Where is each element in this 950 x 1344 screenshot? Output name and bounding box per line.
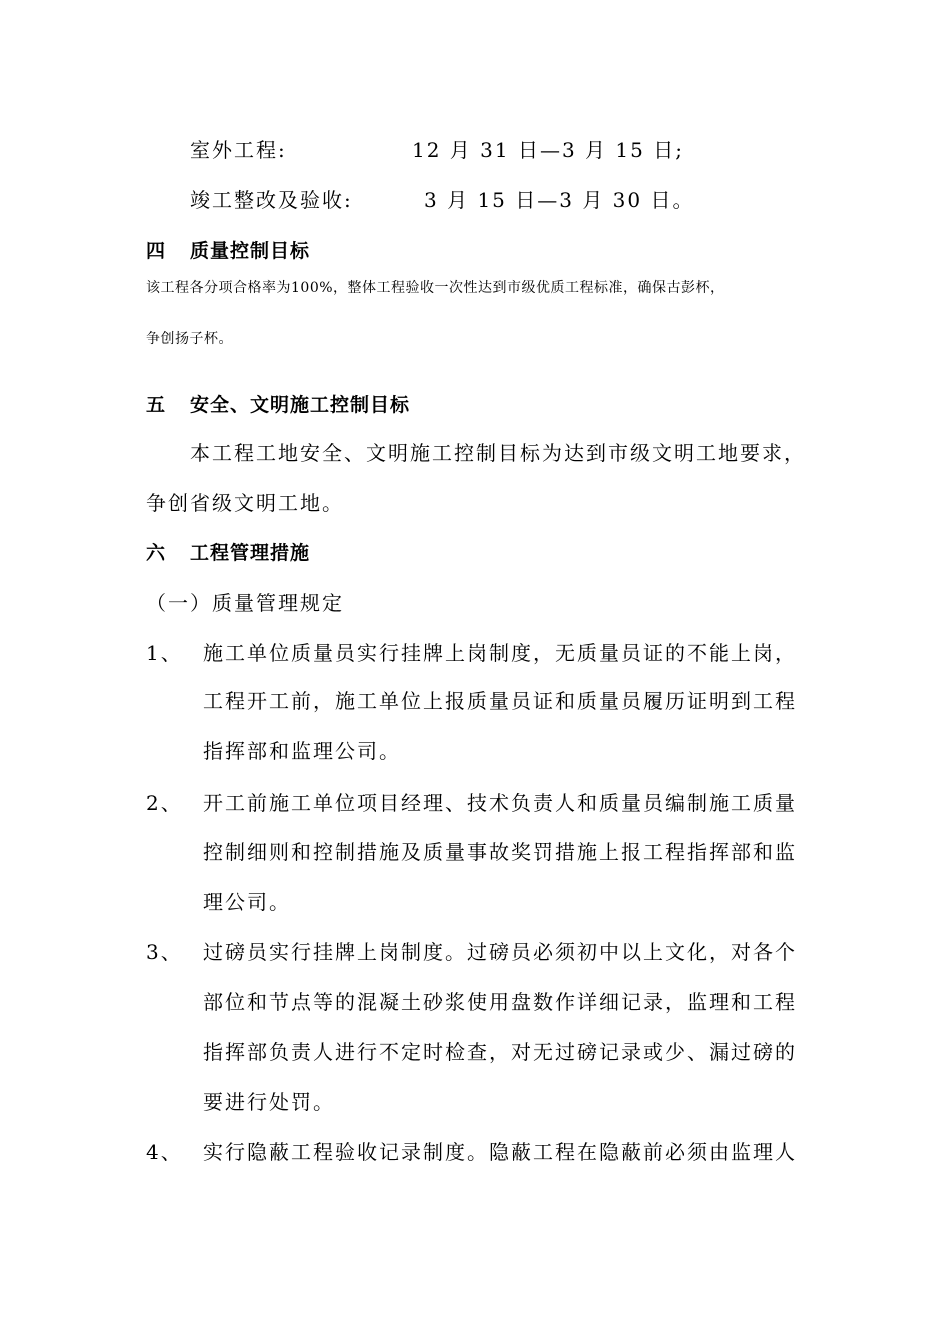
list-item-number: 2、 <box>146 791 183 815</box>
schedule-dates <box>412 138 684 162</box>
list-item-line: 实行隐蔽工程验收记录制度。隐蔽工程在隐蔽前必须由监理人 <box>203 1140 797 1164</box>
list-item-line: 部位和节点等的混凝土砂浆使用盘数作详细记录，监理和工程 <box>203 990 797 1014</box>
section-heading <box>146 239 310 263</box>
body-text-line: 本工程工地安全、文明施工控制目标为达到市级文明工地要求， <box>190 441 806 465</box>
schedule-label: 竣工整改及验收: <box>190 188 353 212</box>
section-heading <box>146 541 310 565</box>
list-item-line: 指挥部和监理公司。 <box>203 739 401 763</box>
list-item-line: 指挥部负责人进行不定时检查，对无过磅记录或少、漏过磅的 <box>203 1040 797 1064</box>
body-text-line: 争创扬子杯。 <box>146 331 233 347</box>
body-text-line: 该工程各分项合格率为100%，整体工程验收一次性达到市级优质工程标准，确保古彭杯， <box>146 280 725 296</box>
schedule-label: 室外工程: <box>190 138 287 162</box>
list-item-line: 施工单位质量员实行挂牌上岗制度，无质量员证的不能上岗， <box>203 641 797 665</box>
list-item-number: 4、 <box>146 1140 183 1164</box>
schedule-dates-text: 12 月 31 日—3 月 15 日; <box>412 138 684 162</box>
schedule-dates <box>424 188 695 212</box>
body-text-line: 争创省级文明工地。 <box>146 491 344 515</box>
list-item-line: 过磅员实行挂牌上岗制度。过磅员必须初中以上文化，对各个 <box>203 940 797 964</box>
section-number: 六 <box>146 542 167 564</box>
schedule-row <box>190 188 353 212</box>
schedule-row <box>190 138 287 162</box>
list-item-number: 1、 <box>146 641 183 665</box>
section-title: 质量控制目标 <box>190 240 311 262</box>
section-heading <box>146 393 410 417</box>
list-item-line: 控制细则和控制措施及质量事故奖罚措施上报工程指挥部和监 <box>203 840 797 864</box>
section-number: 四 <box>146 240 167 262</box>
list-item-number: 3、 <box>146 940 183 964</box>
list-item-line: 理公司。 <box>203 890 291 914</box>
list-item-line: 要进行处罚。 <box>203 1090 335 1114</box>
list-item-line: 开工前施工单位项目经理、技术负责人和质量员编制施工质量 <box>203 791 797 815</box>
section-title: 安全、文明施工控制目标 <box>190 394 411 416</box>
section-title: 工程管理措施 <box>190 542 311 564</box>
list-item-line: 工程开工前，施工单位上报质量员证和质量员履历证明到工程 <box>203 689 797 713</box>
subheading: （一）质量管理规定 <box>146 591 344 615</box>
section-number: 五 <box>146 394 167 416</box>
schedule-dates-text: 3 月 15 日—3 月 30 日。 <box>424 188 695 212</box>
